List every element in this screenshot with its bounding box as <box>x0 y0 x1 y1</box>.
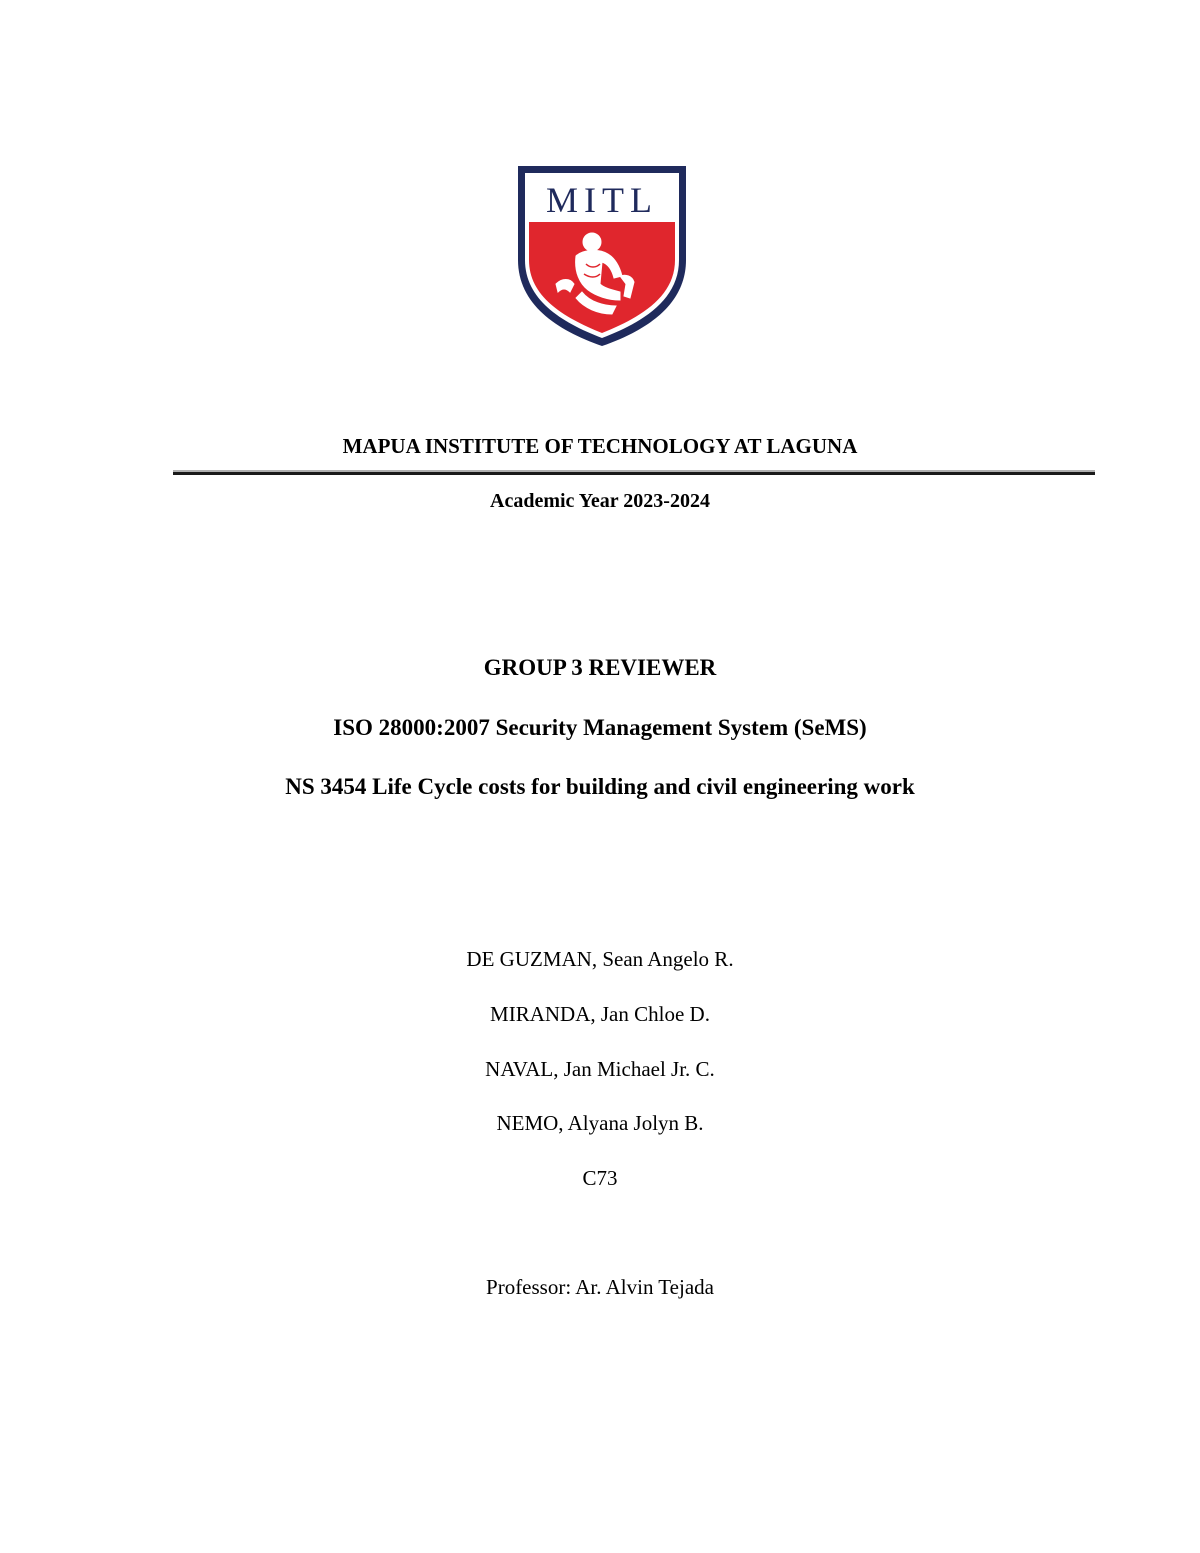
shield-crest-icon <box>516 164 688 348</box>
institution-name: MAPUA INSTITUTE OF TECHNOLOGY AT LAGUNA <box>342 434 858 458</box>
topic-title-2: NS 3454 Life Cycle costs for building and civil engineering work <box>285 774 915 799</box>
member-name: MIRANDA, Jan Chloe D. <box>490 1002 710 1026</box>
member-name: DE GUZMAN, Sean Angelo R. <box>466 947 734 971</box>
document-title: GROUP 3 REVIEWER <box>483 655 717 680</box>
member-name: NEMO, Alyana Jolyn B. <box>496 1111 704 1135</box>
header-divider <box>173 470 1095 475</box>
logo-text: MITL <box>546 180 658 220</box>
professor-name: Professor: Ar. Alvin Tejada <box>486 1275 714 1299</box>
academic-year: Academic Year 2023-2024 <box>490 490 710 512</box>
section-code: C73 <box>582 1166 618 1190</box>
school-logo <box>516 164 688 348</box>
topic-title-1: ISO 28000:2007 Security Management System (SeMS) <box>333 715 867 740</box>
member-name: NAVAL, Jan Michael Jr. C. <box>485 1057 715 1081</box>
